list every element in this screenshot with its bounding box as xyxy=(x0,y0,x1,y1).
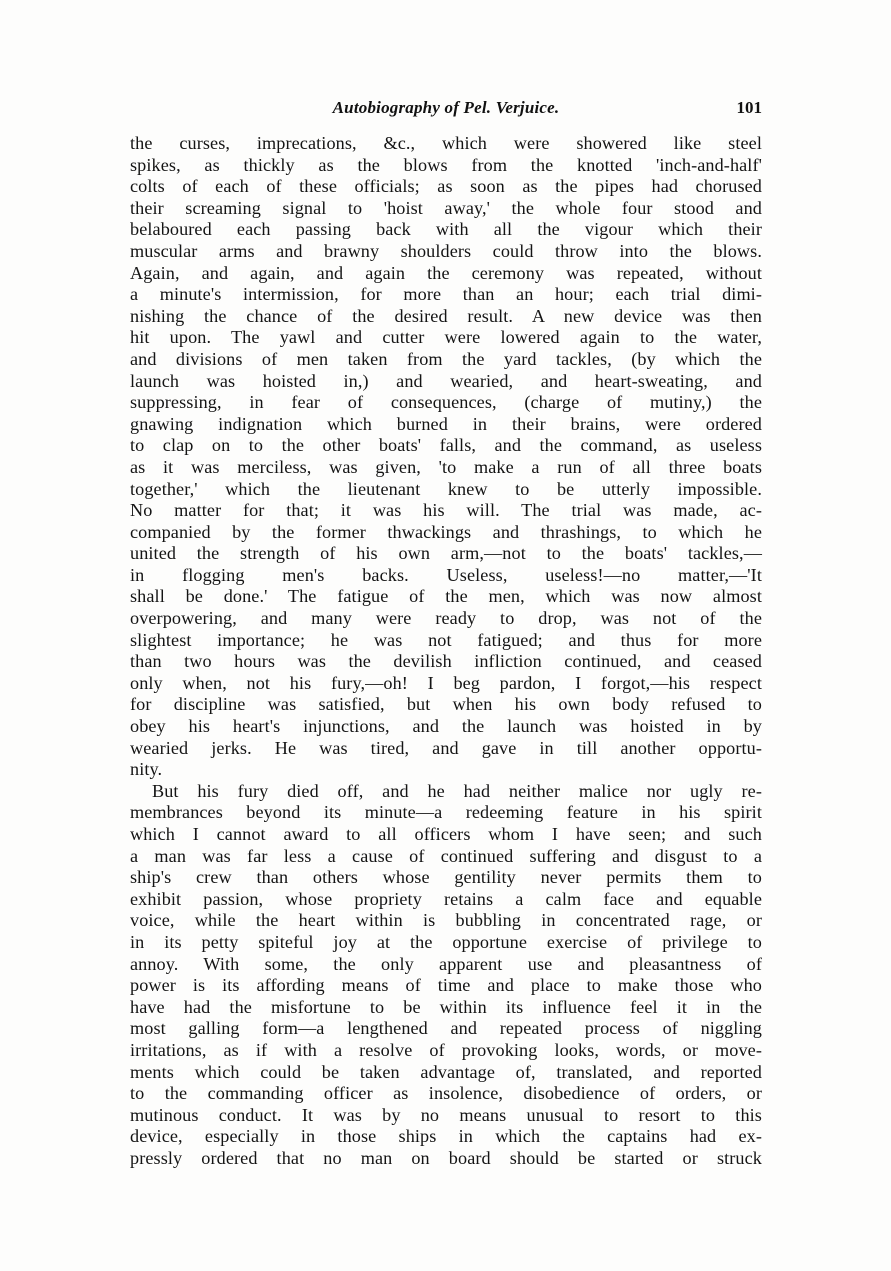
text-line: to clap on to the other boats' falls, and the command, as useless xyxy=(130,435,762,456)
text-line: gnawing indignation which burned in their brains, were ordered xyxy=(130,413,762,434)
text-line: for discipline was satisfied, but when his own body refused to xyxy=(130,694,762,715)
text-line: in flogging men's backs. Useless, useless!—no matter,—'It xyxy=(130,564,762,585)
text-line: to the commanding officer as insolence, disobedience of orders, or xyxy=(130,1083,762,1104)
text-line: and divisions of men taken from the yard tackles, (by which the xyxy=(130,348,762,369)
text-line: exhibit passion, whose propriety retains a calm face and equable xyxy=(130,888,762,909)
text-line: ments which could be taken advantage of, translated, and reported xyxy=(130,1061,762,1082)
text-line: annoy. With some, the only apparent use and pleasantness of xyxy=(130,953,762,974)
text-line: hit upon. The yawl and cutter were lowered again to the water, xyxy=(130,327,762,348)
text-line: most galling form—a lengthened and repeated process of niggling xyxy=(130,1018,762,1039)
text-line: than two hours was the devilish infliction continued, and ceased xyxy=(130,651,762,672)
text-line: a minute's intermission, for more than an hour; each trial dimi- xyxy=(130,284,762,305)
text-line: the curses, imprecations, &c., which were showered like steel xyxy=(130,133,762,153)
text-line: Again, and again, and again the ceremony was repeated, without xyxy=(130,262,762,283)
text-line: as it was merciless, was given, 'to make a run of all three boats xyxy=(130,456,762,477)
text-line: membrances beyond its minute—a redeeming feature in his spirit xyxy=(130,802,762,823)
text-line: slightest importance; he was not fatigued; and thus for more xyxy=(130,629,762,650)
text-line: belaboured each passing back with all the vigour which their xyxy=(130,219,762,240)
text-line: overpowering, and many were ready to drop, was not of the xyxy=(130,608,762,629)
text-line: wearied jerks. He was tired, and gave in till another opportu- xyxy=(130,737,762,758)
text-line: together,' which the lieutenant knew to be utterly impossible. xyxy=(130,478,762,499)
text-line: have had the misfortune to be within its influence feel it in the xyxy=(130,996,762,1017)
text-line: nity. xyxy=(130,759,163,780)
text-line: united the strength of his own arm,—not to the boats' tackles,— xyxy=(130,543,762,564)
text-line: shall be done.' The fatigue of the men, which was now almost xyxy=(130,586,762,607)
text-line: But his fury died off, and he had neither malice nor ugly re- xyxy=(152,780,762,801)
running-head xyxy=(130,98,762,122)
text-line: spikes, as thickly as the blows from the knotted 'inch-and-half' xyxy=(130,154,762,175)
text-line: launch was hoisted in,) and wearied, and heart-sweating, and xyxy=(130,370,762,391)
text-line: ship's crew than others whose gentility never permits them to xyxy=(130,867,762,888)
running-title: Autobiography of Pel. Verjuice. xyxy=(332,98,560,117)
text-line: power is its affording means of time and place to make those who xyxy=(130,975,762,996)
text-line: which I cannot award to all officers whom I have seen; and such xyxy=(130,824,762,844)
text-line: No matter for that; it was his will. The trial was made, ac- xyxy=(130,500,762,521)
text-line: companied by the former thwackings and thrashings, to which he xyxy=(130,521,762,542)
text-line: colts of each of these officials; as soon as the pipes had chorused xyxy=(130,176,762,197)
text-line: pressly ordered that no man on board should be started or struck xyxy=(130,1147,762,1168)
text-line: obey his heart's injunctions, and the launch was hoisted in by xyxy=(130,716,762,737)
text-line: nishing the chance of the desired result. A new device was then xyxy=(130,305,762,326)
text-line: their screaming signal to 'hoist away,' the whole four stood and xyxy=(130,197,762,218)
text-line: only when, not his fury,—oh! I beg pardon, I forgot,—his respect xyxy=(130,672,762,693)
text-line: a man was far less a cause of continued suffering and disgust to a xyxy=(130,845,762,866)
text-line: suppressing, in fear of consequences, (charge of mutiny,) the xyxy=(130,392,762,413)
page-number: 101 xyxy=(736,98,762,117)
text-line: voice, while the heart within is bubbling in concentrated rage, or xyxy=(130,910,762,931)
text-line: mutinous conduct. It was by no means unusual to resort to this xyxy=(130,1104,762,1125)
text-line: device, especially in those ships in which the captains had ex- xyxy=(130,1126,762,1147)
text-line: muscular arms and brawny shoulders could throw into the blows. xyxy=(130,240,762,261)
text-line: irritations, as if with a resolve of provoking looks, words, or move- xyxy=(130,1039,762,1060)
text-line: in its petty spiteful joy at the opportune exercise of privilege to xyxy=(130,931,762,952)
body-text xyxy=(130,133,762,1170)
